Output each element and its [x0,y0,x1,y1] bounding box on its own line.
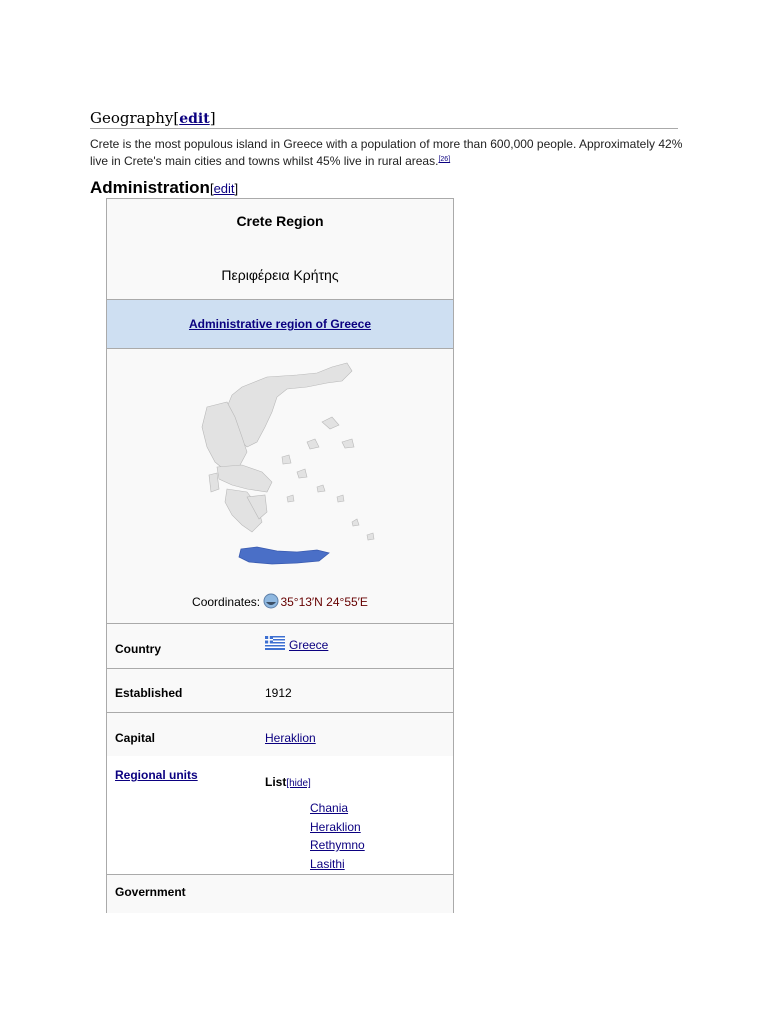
geography-text: Crete is the most populous island in Greece with a population of more than 600,000 people. Approximately 42% live in Crete's main cities and towns whilst 45% live in rural areas. [90,137,683,168]
edit-bracket-close: ] [209,109,216,127]
edit-bracket-open: [ [173,109,180,127]
administration-title: Administration [90,178,210,197]
row-divider [107,623,453,624]
list-header [265,775,311,789]
edit-bracket-open: [ [209,181,214,196]
government-label: Government [115,885,186,899]
globe-icon[interactable] [263,593,279,609]
country-link[interactable]: Greece [289,638,329,652]
infobox-title: Crete Region [236,213,324,229]
coordinates-label: Coordinates: [192,595,261,609]
crete-highlight [239,547,329,564]
capital-label: Capital [115,731,156,745]
row-divider [107,668,453,669]
infobox [106,198,454,913]
capital-link[interactable]: Heraklion [265,731,316,745]
infobox-type-band [107,299,453,349]
region-type-link[interactable]: Administrative region of Greece [188,317,372,331]
country-value [265,636,328,652]
administration-edit-link[interactable]: edit [213,181,235,196]
list-label: List [265,775,287,789]
established-label: Established [115,686,183,700]
unit-link-heraklion[interactable]: Heraklion [310,819,361,834]
list-item [310,799,365,818]
established-value: 1912 [265,686,292,700]
regional-units-link[interactable]: Regional units [115,768,198,782]
greece-flag-icon [265,636,285,650]
geography-heading [90,108,678,129]
unit-link-chania[interactable]: Chania [310,801,349,815]
regional-units-label [115,768,198,782]
hide-toggle[interactable]: [hide] [286,778,311,789]
list-item [310,818,365,837]
unit-link-lasithi[interactable]: Lasithi [310,856,345,871]
reference-link[interactable]: [26] [438,156,451,163]
unit-link-rethymno[interactable]: Rethymno [310,838,365,852]
list-item [310,855,365,874]
capital-value [265,731,316,745]
row-divider [107,874,453,875]
regional-units-list [310,799,365,873]
coordinates-row [107,593,453,609]
country-label: Country [115,642,161,656]
infobox-native-name: Περιφέρεια Κρήτης [221,267,339,283]
geography-paragraph [90,137,690,169]
administration-heading [90,177,238,200]
greece-locator-map [147,357,407,577]
edit-bracket-close: ] [234,181,239,196]
list-item [310,836,365,855]
coordinates-value[interactable]: 35°13′N 24°55′E [280,595,368,609]
geography-edit-link[interactable]: edit [179,111,210,127]
geography-title: Geography [90,109,174,127]
row-divider [107,712,453,713]
